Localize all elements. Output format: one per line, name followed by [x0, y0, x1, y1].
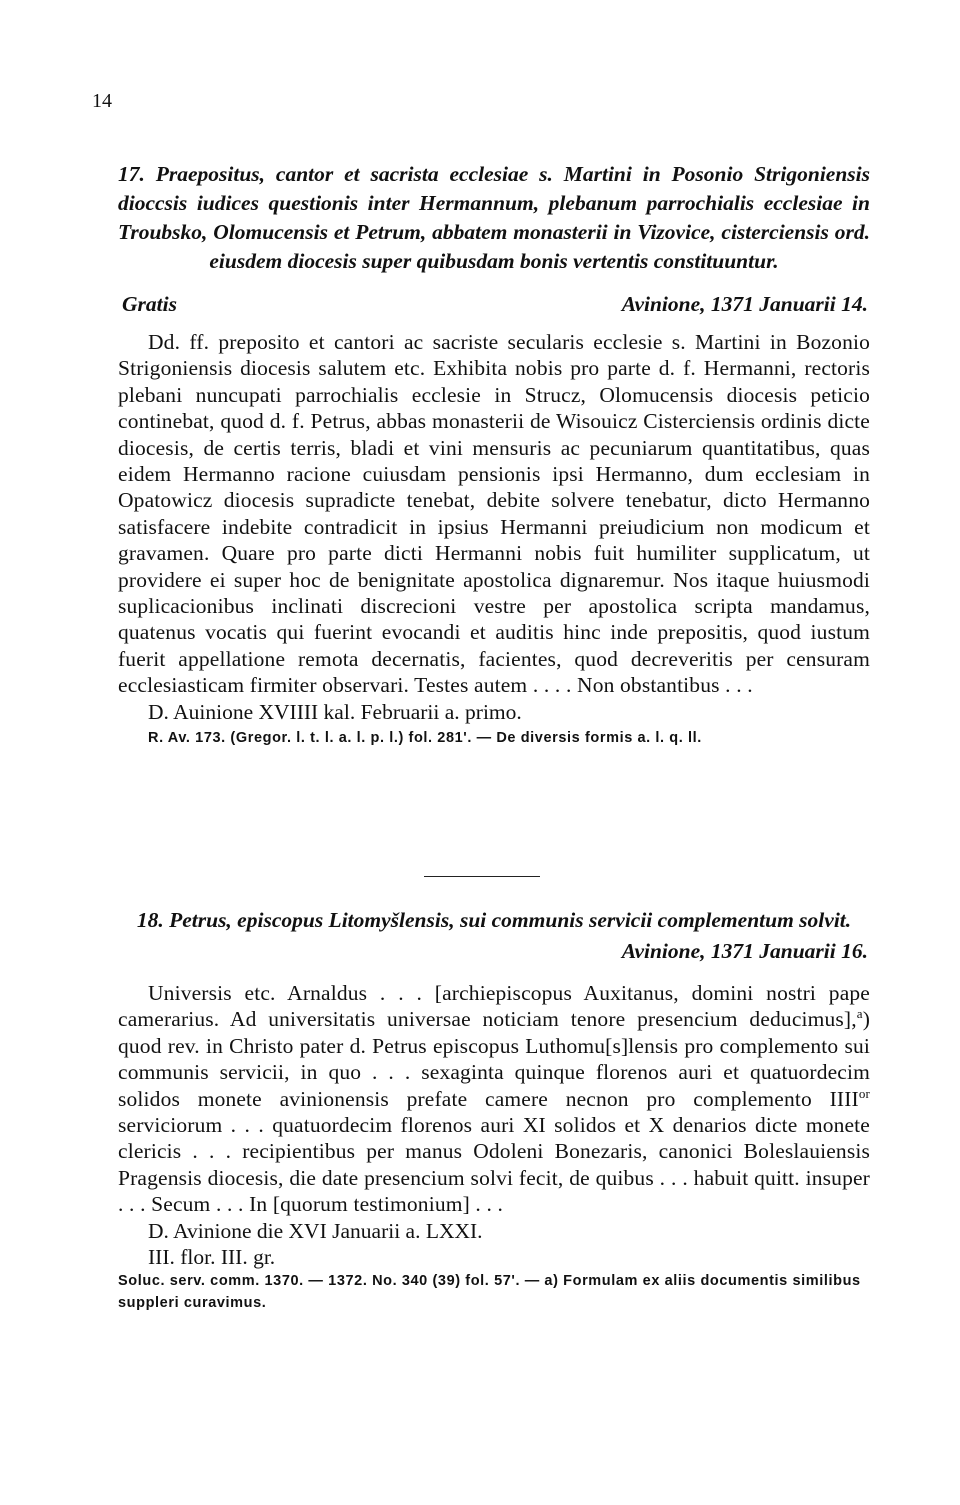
entry-18	[118, 906, 870, 1314]
entry-17-dating: D. Auinione XVIIII kal. Februarii a. primo.	[148, 699, 522, 724]
entry-18-body-part3: serviciorum . . . quatuordecim florenos auri XI solidos et X denarios dicte monete clericis . . . recipientibus per manus Odoleni Bonezaris, canonici Boleslauiensis Pragensis diocesis, die date presencium solvi fecit, de quibus . . . habuit quitt. insuper . . . Secum . . . In [quorum testimonium] . . .	[118, 1113, 870, 1217]
entry-18-heading: 18. Petrus, episcopus Litomyšlensis, sui communis servicii complementum solvit.	[136, 908, 852, 932]
entry-18-body	[118, 980, 870, 1218]
section-separator	[424, 876, 540, 877]
entry-17-reference: R. Av. 173. (Gregor. l. t. l. a. l. p. l.) fol. 281'. — De diversis formis a. l. q. ll.	[148, 730, 702, 747]
footnote-marker: a	[856, 1006, 863, 1022]
entry-18-amount: III. flor. III. gr.	[148, 1245, 276, 1270]
entry-18-dating: D. Avinione die XVI Januarii a. LXXI.	[148, 1218, 483, 1243]
entry-17	[118, 160, 870, 751]
entry-18-meta	[118, 937, 870, 966]
entry-18-place-date: Avinione, 1371 Januarii 16.	[621, 939, 868, 963]
entry-18-footnote: Soluc. serv. comm. 1370. — 1372. No. 340 (39) fol. 57'. — a) Formulam ex aliis documentis similibus suppleri curavimus.	[118, 1273, 861, 1312]
entry-17-meta	[118, 290, 870, 319]
entry-17-fee: Gratis	[122, 292, 177, 316]
page-number: 14	[92, 90, 112, 112]
entry-18-body-part2: ) quod rev. in Christo pater d. Petrus episcopus Luthomu[s]lensis pro complemento sui communis servicii, in quo . . . sexaginta quinque florenos auri et quatuordecim solidos monete avinionensis prefate camere necnon pro complemento IIII	[118, 1007, 870, 1111]
entry-17-body: Dd. ff. preposito et cantori ac sacriste secularis ecclesie s. Martini in Bozonio Strigoniensis diocesis salutem etc. Exhibita nobis pro parte d. f. Hermanni, rectoris plebani nuncupati parrochialis ecclesie in Strucz, Olomucensis diocesis peticio continebat, quod d. f. Petrus, abbas monasterii de Wisouicz Cisterciensis ordinis dicte diocesis, de certis terris, bladi et vini mensuris ac pecuniarum quantitatibus, quas eidem Hermanno racione cuiusdam pensionis ipsi Hermanno, dum ecclesiam in Opatowicz diocesis supradicte tenebat, debite solvere tenebatur, dicto Hermanno satisfacere indebite contradicit in ipsius Hermanni preiudicium non modicum et gravamen. Quare pro parte dicti Hermanni nobis fuit humiliter supplicatum, ut providere ei super hoc de benignitate apostolica dignaremur. Nos itaque huiusmodi suplicacionibus inclinati discrecioni vestre per apostolica scripta mandamus, quatenus vocatis qui fuerint evocandi et auditis hinc inde prepositis, quod iustum fuerit appellatione remota decernatis, facientes, quod decreveritis per censuram ecclesiasticam firmiter observari. Testes autem . . . . Non obstantibus . . .	[118, 330, 870, 698]
superscript-or: or	[858, 1085, 870, 1101]
entry-17-heading: 17. Praepositus, cantor et sacrista ecclesiae s. Martini in Posonio Strigoniensis dioccsis iudices questionis inter Hermannum, plebanum parrochialis ecclesiae in Troubsko, Olomucensis et Petrum, abbatem monasterii in Vizovice, cisterciensis ord. eiusdem diocesis super quibusdam bonis vertentis constituuntur.	[118, 162, 870, 273]
entry-17-place-date: Avinione, 1371 Januarii 14.	[621, 292, 868, 316]
entry-18-body-part1: Universis etc. Arnaldus . . . [archiepiscopus Auxitanus, domini nostri pape camerarius. Ad universitatis universae noticiam tenore presencium deducimus],	[118, 981, 870, 1032]
